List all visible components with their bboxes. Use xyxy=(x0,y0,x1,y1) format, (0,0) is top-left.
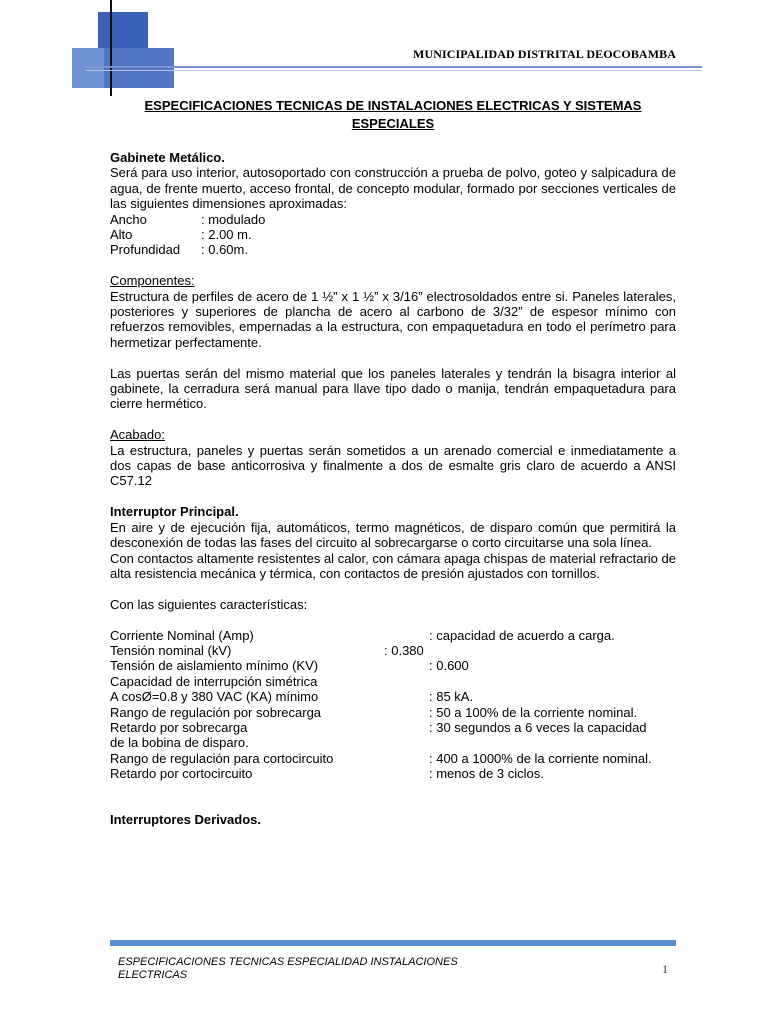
spec-row xyxy=(110,674,676,689)
footer-text: ESPECIFICACIONES TECNICAS ESPECIALIDAD INSTALACIONES ELECTRICAS xyxy=(118,956,458,981)
logo xyxy=(68,0,178,96)
dim-label: Profundidad xyxy=(110,242,181,258)
dim-label: Alto xyxy=(110,227,133,243)
spec-label: Retardo por cortocircuito xyxy=(110,766,253,782)
componentes-heading: Componentes: xyxy=(110,273,195,289)
logo-line xyxy=(110,0,112,96)
caracteristicas-intro: Con las siguientes características: xyxy=(110,596,308,612)
spec-value: : 30 segundos a 6 veces la capacidad xyxy=(429,719,647,735)
logo-square-left xyxy=(72,48,104,88)
spec-row xyxy=(110,705,676,720)
spec-label: A cosØ=0.8 y 380 VAC (KA) mínimo xyxy=(110,689,319,705)
spec-row xyxy=(110,658,676,673)
logo-square-right xyxy=(104,48,174,88)
spec-label: Rango de regulación por sobrecarga xyxy=(110,704,322,720)
spec-value: : capacidad de acuerdo a carga. xyxy=(429,627,615,643)
spec-row xyxy=(110,720,676,735)
acabado-heading: Acabado: xyxy=(110,427,165,443)
gabinete-heading: Gabinete Metálico. xyxy=(110,150,225,165)
dim-value: : modulado xyxy=(201,211,266,227)
spec-value: : 0.380 xyxy=(384,642,424,658)
spec-label: Capacidad de interrupción simétrica xyxy=(110,673,318,689)
document-body xyxy=(110,97,676,828)
spec-row xyxy=(110,628,676,643)
spec-value: : 0.600 xyxy=(429,658,469,674)
dim-row xyxy=(110,242,676,257)
dim-row xyxy=(110,227,676,242)
interruptor-text-2: Con contactos altamente resistentes al calor, con cámara apaga chispas de material refractario de alta resistencia mecánica y térmica, con contactos de presión ajustados con tornillos. xyxy=(110,550,676,581)
puertas-text: Las puertas serán del mismo material que los paneles laterales y tendrán la bisagra interior al gabinete, la cerradura será manual para llave tipo dado o manija, tendrán empaquetadura para cierre hermético. xyxy=(110,365,676,412)
dim-label: Ancho xyxy=(110,211,147,227)
document-title: ESPECIFICACIONES TECNICAS DE INSTALACIONES ELECTRICAS Y SISTEMAS ESPECIALES xyxy=(144,98,642,131)
page-number: 1 xyxy=(662,962,668,976)
spec-label: de la bobina de disparo. xyxy=(110,735,249,751)
gabinete-intro: Será para uso interior, autosoportado con construcción a prueba de polvo, goteo y salpicadura de agua, de frente muerto, acceso frontal, de concepto modular, formado por secciones verticales de las siguientes dimensiones aproximadas: xyxy=(110,165,676,212)
spec-row xyxy=(110,751,676,766)
footer-rule xyxy=(110,940,676,946)
spec-row xyxy=(110,735,676,750)
derivados-heading: Interruptores Derivados. xyxy=(110,812,261,828)
logo-square-top xyxy=(98,12,148,48)
interruptor-heading: Interruptor Principal. xyxy=(110,504,239,520)
spec-row xyxy=(110,689,676,704)
spec-row xyxy=(110,766,676,781)
spec-label: Retardo por sobrecarga xyxy=(110,719,248,735)
header-rule xyxy=(86,66,702,68)
dim-value: : 2.00 m. xyxy=(201,227,252,243)
spec-value: : menos de 3 ciclos. xyxy=(429,766,544,782)
spec-row xyxy=(110,643,676,658)
acabado-text: La estructura, paneles y puertas serán sometidos a un arenado comercial e inmediatamente a dos capas de base anticorrosiva y finalmente a dos de esmalte gris claro de acuerdo a ANSI C57.12 xyxy=(110,442,676,489)
header-org: MUNICIPALIDAD DISTRITAL DEOCOBAMBA xyxy=(413,47,676,61)
spec-value: : 85 kA. xyxy=(429,689,474,705)
header-rule-thin xyxy=(86,70,702,71)
interruptor-text-1: En aire y de ejecución fija, automáticos, termo magnéticos, de disparo común que permitirá la desconexión de todas las fases del circuito al sobrecargarse o corto circuitarse una sola línea. xyxy=(110,519,676,551)
dim-value: : 0.60m. xyxy=(201,242,248,258)
dim-row xyxy=(110,212,676,227)
spec-value: : 50 a 100% de la corriente nominal. xyxy=(429,704,638,720)
spec-label: Rango de regulación para cortocircuito xyxy=(110,750,334,766)
spec-label: Tensión de aislamiento mínimo (KV) xyxy=(110,658,319,674)
spec-value: : 400 a 1000% de la corriente nominal. xyxy=(429,750,652,766)
componentes-text: Estructura de perfiles de acero de 1 ½” x 1 ½” x 3/16” electrosoldados entre si. Paneles laterales, posteriores y superiores de plancha de acero al carbono de 3/32” de espesor mínimo con refuerzos removibles, empernadas a la estructura, con empaquetadura en todo el perímetro para hermetizar perfectamente. xyxy=(110,288,676,350)
spec-label: Corriente Nominal (Amp) xyxy=(110,627,254,643)
spec-label: Tensión nominal (kV) xyxy=(110,642,232,658)
